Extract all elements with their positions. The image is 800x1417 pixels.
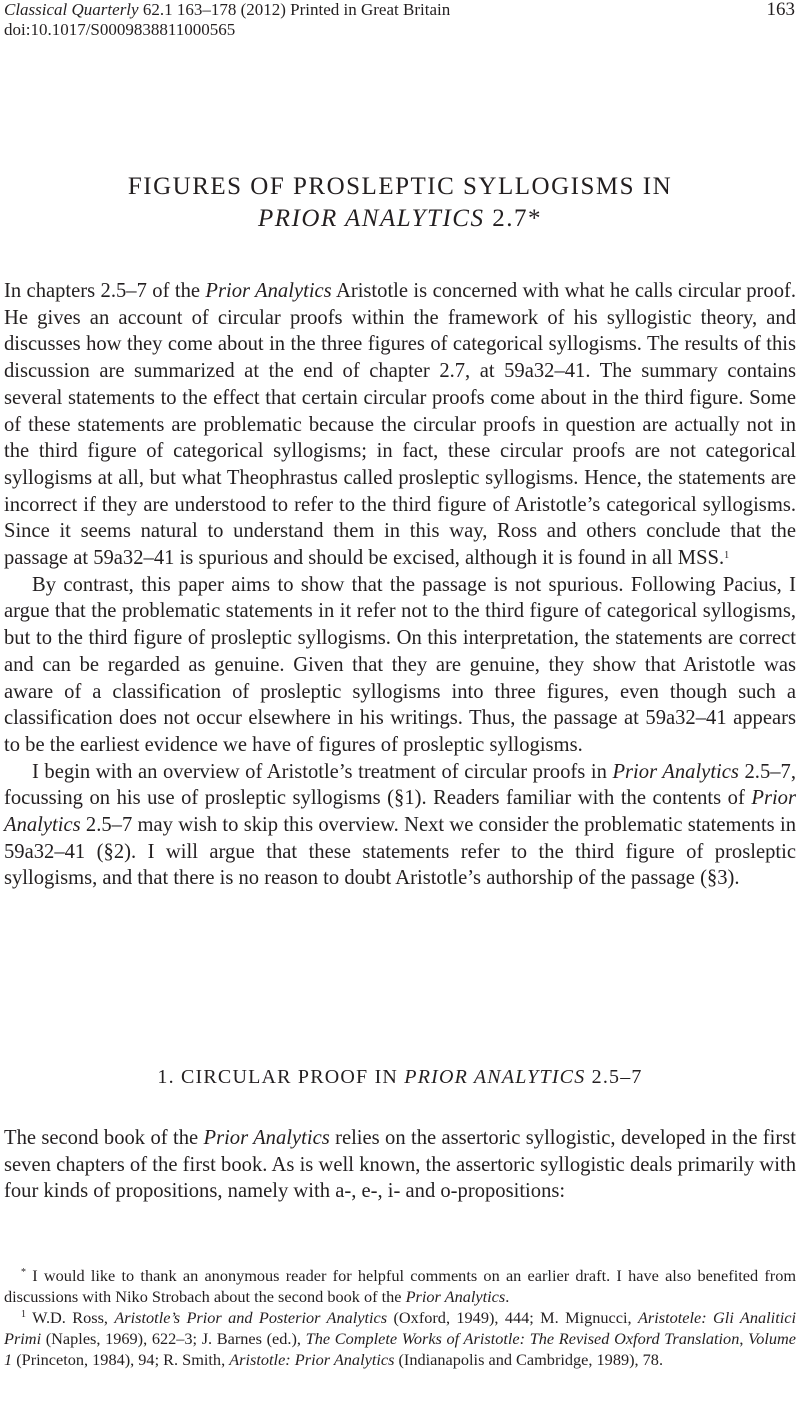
- footnotes: [4, 1265, 796, 1370]
- article-title-line-1: FIGURES OF PROSLEPTIC SYLLOGISMS IN: [127, 173, 673, 200]
- journal-name: Classical Quarterly: [4, 0, 139, 19]
- intro-paragraph-3: I begin with an overview of Aristotle’s treatment of circular proofs in Prior Analytics 2.5–7, focussing on his use of prosleptic syllogisms (§1). Readers familiar with the contents of Prior Analytics 2.5–7 may wish to skip this overview. Next we consider the problematic statements in 59a32–41 (§2). I will argue that these statements refer to the third figure of prosleptic syllogisms, and that there is no reason to doubt Aristotle’s authorship of the passage (§3).: [4, 760, 796, 890]
- article-title-line-2: PRIOR ANALYTICS 2.7*: [258, 205, 542, 232]
- article-title-italic: PRIOR ANALYTICS: [258, 205, 485, 232]
- footnote-1: $^1$ W.D. Ross, Aristotle’s Prior and Posterior Analytics (Oxford, 1949), 444; M. Mignucci, Aristotele: Gli Analitici Primi (Naples, 1969), 622–3; J. Barnes (ed.), The Complete Works of Aristotle: The Revised Oxford Translation, Volume 1 (Princeton, 1984), 94; R. Smith, Aristotle: Prior Analytics (Indianapolis and Cambridge, 1989), 78.: [4, 1308, 797, 1369]
- journal-citation: 62.1 163–178 (2012) Printed in Great Britain: [138, 0, 451, 19]
- section-1-heading: 1. CIRCULAR PROOF IN PRIOR ANALYTICS 2.5–7: [157, 1066, 643, 1088]
- intro-paragraph-1: In chapters 2.5–7 of the Prior Analytics Aristotle is concerned with what he calls circular proof. He gives an account of circular proofs within the framework of his syllogistic theory, and discusses how they come about in the three figures of categorical syllogisms. The results of this discussion are summarized at the end of chapter 2.7, at 59a32–41. The summary contains several statements to the effect that certain circular proofs come about in the third figure. Some of these statements are problematic because the circular proofs in question are actually not in the third figure of categorical syllogisms; in fact, these circular proofs are not categorical syllogisms at all, but what Theophrastus called prosleptic syllogisms. Hence, the statements are incorrect if they are understood to refer to the third figure of Aristotle’s categorical syllogisms. Since it seems natural to understand them in this way, Ross and others conclude that the passage at 59a32–41 is spurious and should be excised, although it is found in all MSS.$^1$: [4, 280, 797, 570]
- doi: doi:10.1017/S0009838811000565: [4, 20, 236, 39]
- footnote-ref-1: 1: [724, 550, 730, 562]
- section-1-paragraph-1: The second book of the Prior Analytics relies on the assertoric syllogistic, developed in the first seven chapters of the first book. As is well known, the assertoric syllogistic deals primarily with four kinds of propositions, namely with a-, e-, i- and o-propositions:: [4, 1127, 796, 1203]
- page-number: 163: [766, 0, 795, 20]
- running-header: [4, 0, 450, 20]
- introduction: [4, 278, 796, 892]
- section-1-body: [4, 1125, 796, 1205]
- intro-paragraph-2: By contrast, this paper aims to show that the passage is not spurious. Following Pacius, I argue that the problematic statements in it refer not to the third figure of categorical syllogisms, but to the third figure of prosleptic syllogisms. On this interpretation, the statements are correct and can be regarded as genuine. Given that they are genuine, they show that Aristotle was aware of a classification of prosleptic syllogisms into three figures, even though such a classification does not occur elsewhere in his writings. Thus, the passage at 59a32–41 appears to be the earliest evidence we have of figures of prosleptic syllogisms.: [4, 573, 796, 756]
- footnote-star: * I would like to thank an anonymous reader for helpful comments on an earlier draft. I have also benefited from discussions with Niko Strobach about the second book of the Prior Analytics.: [4, 1266, 796, 1306]
